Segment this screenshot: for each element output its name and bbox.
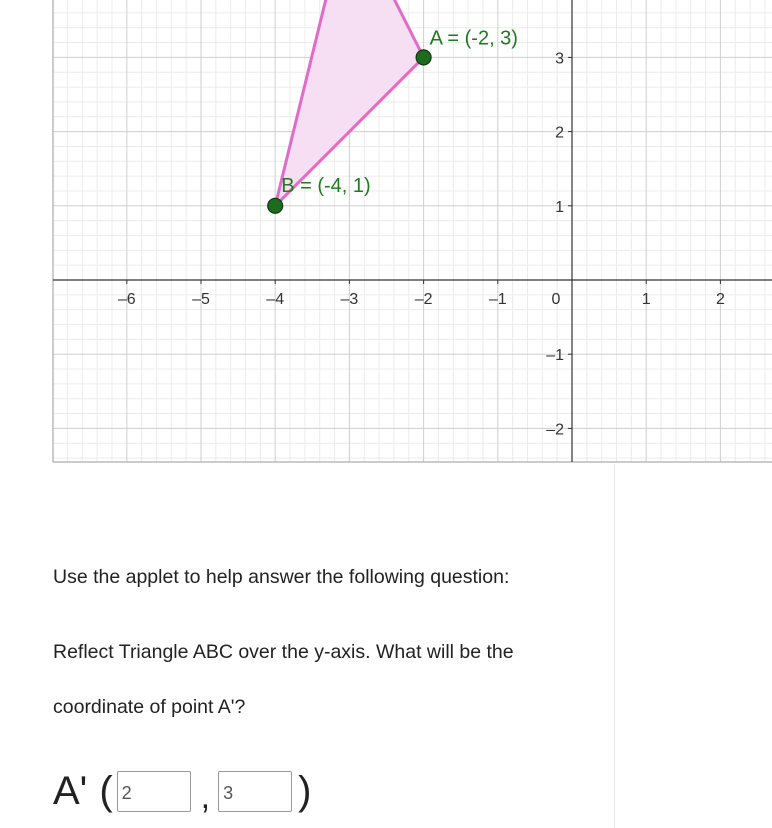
x-tick-label: –6 bbox=[117, 291, 136, 308]
x-tick-label: –5 bbox=[192, 291, 210, 308]
answer-label: A' bbox=[53, 769, 88, 813]
x-coordinate-input[interactable] bbox=[117, 771, 191, 812]
x-tick-label: –4 bbox=[266, 291, 285, 308]
x-tick-label: 2 bbox=[715, 291, 725, 308]
close-paren: ) bbox=[298, 769, 312, 813]
y-tick-label: –2 bbox=[546, 421, 564, 439]
y-tick-label: –1 bbox=[546, 347, 564, 365]
x-tick-label: –1 bbox=[488, 291, 507, 308]
x-tick-label: 0 bbox=[551, 291, 561, 308]
question-line-1: Reflect Triangle ABC over the y-axis. What will be the bbox=[53, 641, 514, 663]
comma-separator: , bbox=[200, 777, 211, 816]
y-coordinate-input[interactable] bbox=[218, 771, 292, 812]
point-a-label: A = (-2, 3) bbox=[429, 27, 518, 50]
point-a bbox=[416, 50, 431, 65]
instruction-text: Use the applet to help answer the following question: bbox=[53, 566, 510, 588]
y-tick-label: 2 bbox=[555, 124, 564, 142]
point-b-label: B = (-4, 1) bbox=[281, 174, 371, 197]
y-tick-label: 1 bbox=[555, 198, 564, 216]
x-tick-label: –2 bbox=[414, 291, 433, 308]
x-tick-label: –3 bbox=[340, 291, 359, 308]
x-tick-label: 1 bbox=[641, 291, 651, 308]
panel-divider bbox=[614, 464, 615, 828]
point-b bbox=[268, 198, 283, 213]
question-line-2: coordinate of point A'? bbox=[53, 696, 246, 718]
answer-row bbox=[53, 765, 311, 817]
open-paren: ( bbox=[99, 769, 113, 813]
y-tick-label: 3 bbox=[555, 50, 564, 68]
